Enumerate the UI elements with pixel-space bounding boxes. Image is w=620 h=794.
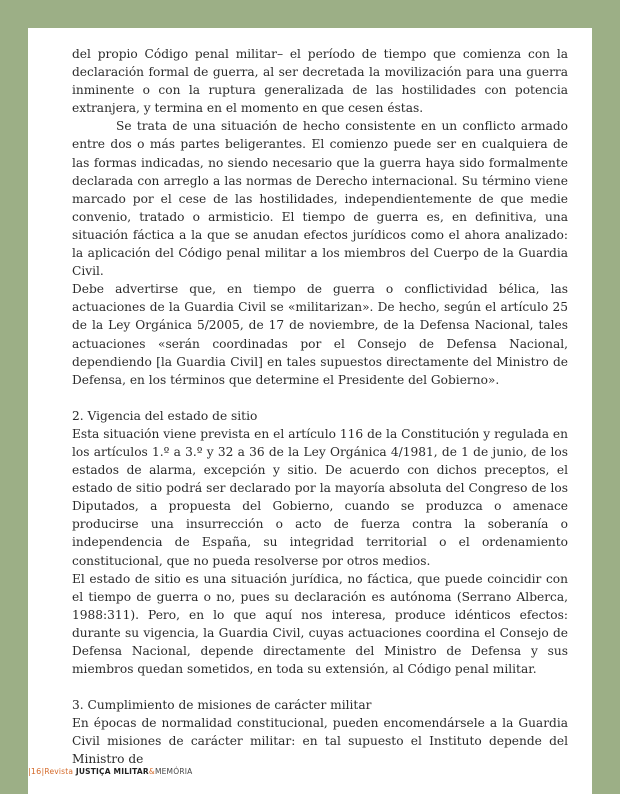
footer-memoria: MEMÓRIA	[154, 767, 193, 776]
paragraph-5: El estado de sitio es una situación jurídica, no fáctica, que puede coincidir con el tiempo de guerra o no, pues su declaración es autónoma (Serrano Alberca, 1988:311). Pero, en lo que aquí nos interesa, produce idénticos efectos: durante su vigencia, la Guardia Civil, cuyas actuaciones coordina el Consejo de Defensa Nacional, depende directamente del Ministro de Defensa y sus miembros quedan sometidos, en toda su extensión, al Código penal militar.	[72, 571, 568, 677]
section-heading-2: 2. Vigencia del estado de sitio	[72, 408, 258, 423]
footer-ampersand: &	[148, 767, 155, 776]
paragraph-1: del propio Código penal militar– el período de tiempo que comienza con la declaración formal de guerra, al ser decretada la movilización para una guerra inminente o con la ruptura generalizada de las hostilidades con potencia extranjera, y termina en el momento en que cesen éstas.	[72, 47, 568, 116]
page-number: |16|	[28, 767, 45, 776]
page-footer	[28, 767, 192, 776]
page	[28, 28, 592, 794]
footer-revista: Revista	[44, 767, 74, 776]
section-heading-3: 3. Cumplimiento de misiones de carácter militar	[72, 698, 372, 713]
paragraph-4: Esta situación viene prevista en el artículo 116 de la Constitución y regulada en los artículos 1.º a 3.º y 32 a 36 de la Ley Orgánica 4/1981, de 1 de junio, de los estados de alarma, excepción y sitio. De acuerdo con dichos preceptos, el estado de sitio podrá ser declarado por la mayoría absoluta del Congreso de los Diputados, a propuesta del Gobierno, cuando se produzca o amenace producirse una insurrección o acto de fuerza contra la soberanía o independencia de España, su integridad territorial o el ordenamiento constitucional, que no pueda resolverse por otros medios.	[72, 426, 568, 568]
paragraph-6: En épocas de normalidad constitucional, pueden encomendársele a la Guardia Civil misiones de carácter militar: en tal supuesto el Instituto depende del Ministro de	[72, 716, 568, 767]
spacer	[72, 678, 568, 696]
paragraph-3: Debe advertirse que, en tiempo de guerra o conflictividad bélica, las actuaciones de la Guardia Civil se «militarizan». De hecho, según el artículo 25 de la Ley Orgánica 5/2005, de 17 de noviembre, de la Defensa Nacional, tales actuaciones «serán coordinadas por el Consejo de Defensa Nacional, dependiendo [la Guardia Civil] en tales supuestos directamente del Ministro de Defensa, en los términos que determine el Presidente del Gobierno».	[72, 282, 568, 387]
document-body	[72, 45, 568, 769]
footer-magazine-title: JUSTIÇA MILITAR	[75, 767, 149, 776]
spacer	[72, 389, 568, 407]
paragraph-2: Se trata de una situación de hecho consistente en un conflicto armado entre dos o más partes beligerantes. El comienzo puede ser en cualquiera de las formas indicadas, no siendo necesario que la guerra haya sido formalmente declarada con arreglo a las normas de Derecho internacional. Su término viene marcado por el cese de las hostilidades, independientemente de que medie convenio, tratado o armisticio. El tiempo de guerra es, en definitiva, una situación fáctica a la que se anudan efectos jurídicos como el ahora analizado: la aplicación del Código penal militar a los miembros del Cuerpo de la Guardia Civil.	[72, 119, 568, 279]
